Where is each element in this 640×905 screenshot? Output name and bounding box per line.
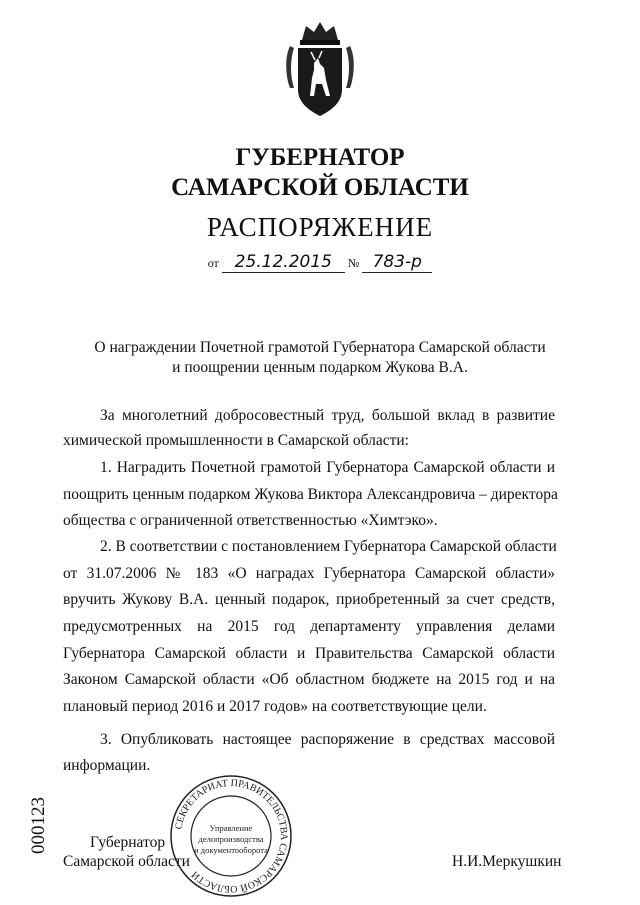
stamp-ring-text: СЕКРЕТАРИАТ ПРАВИТЕЛЬСТВА САМАРСКОЙ ОБЛАСТИ	[173, 777, 290, 895]
paragraph-line: от 31.07.2006 № 183 «О наградах Губернатора Самарской области»	[63, 565, 555, 582]
signature-title-line2: Самарской области	[63, 853, 190, 870]
subject-line: О награждении Почетной грамотой Губернатора Самарской области	[94, 339, 546, 356]
paragraph-line: вручить Жукову В.А. ценный подарок, приобретенный за счет средств,	[63, 591, 555, 608]
org-name-line2: САМАРСКОЙ ОБЛАСТИ	[171, 174, 469, 201]
subject-line: и поощрении ценным подарком Жукова В.А.	[172, 359, 468, 376]
paragraph-line: предусмотренных на 2015 год департаменту управления делами	[63, 618, 555, 635]
paragraph-line: Губернатора Самарской области и Правительства Самарской области	[63, 645, 555, 662]
stamp-center-text: Управление	[209, 823, 253, 833]
coat-of-arms-icon	[284, 18, 356, 118]
side-number-text: 000123	[28, 797, 49, 854]
paragraph-line: 3. Опубликовать настоящее распоряжение в средствах массовой	[100, 731, 555, 748]
paragraph-line: За многолетний добросовестный труд, большой вклад в развитие	[100, 407, 555, 424]
signatory-name: Н.И.Меркушкин	[452, 853, 562, 870]
paragraph-line: общества с ограниченной ответственностью «Химтэко».	[63, 512, 438, 529]
stamp-center-text: делопроизводства	[198, 834, 264, 844]
paragraph-line: 2. В соответствии с постановлением Губернатора Самарской области	[100, 538, 557, 555]
paragraph-line: 1. Наградить Почетной грамотой Губернатора Самарской области и	[100, 459, 555, 476]
signature-title-line1: Губернатор	[90, 834, 166, 851]
subject	[0, 338, 640, 378]
side-number	[28, 782, 48, 852]
doc-type-title: РАСПОРЯЖЕНИЕ	[206, 212, 434, 242]
paragraph-line: информации.	[63, 757, 151, 774]
paragraph-line: химической промышленности в Самарской области:	[63, 432, 409, 449]
doc-number: 783-р	[362, 252, 432, 273]
date-number-line	[0, 252, 640, 273]
official-stamp	[168, 773, 294, 899]
date-prefix: от	[207, 256, 219, 270]
stamp-center-text: и документооборота	[194, 845, 268, 855]
org-name-line1: ГУБЕРНАТОР	[235, 144, 405, 171]
number-prefix: №	[347, 256, 360, 270]
paragraph-line: поощрить ценным подарком Жукова Виктора Александровича – директора	[63, 486, 558, 503]
doc-date: 25.12.2015	[222, 252, 345, 273]
paragraph-line: Законом Самарской области «Об областном бюджете на 2015 год и на	[63, 671, 555, 688]
paragraph-line: плановый период 2016 и 2017 годов» на соответствующие цели.	[63, 698, 487, 715]
